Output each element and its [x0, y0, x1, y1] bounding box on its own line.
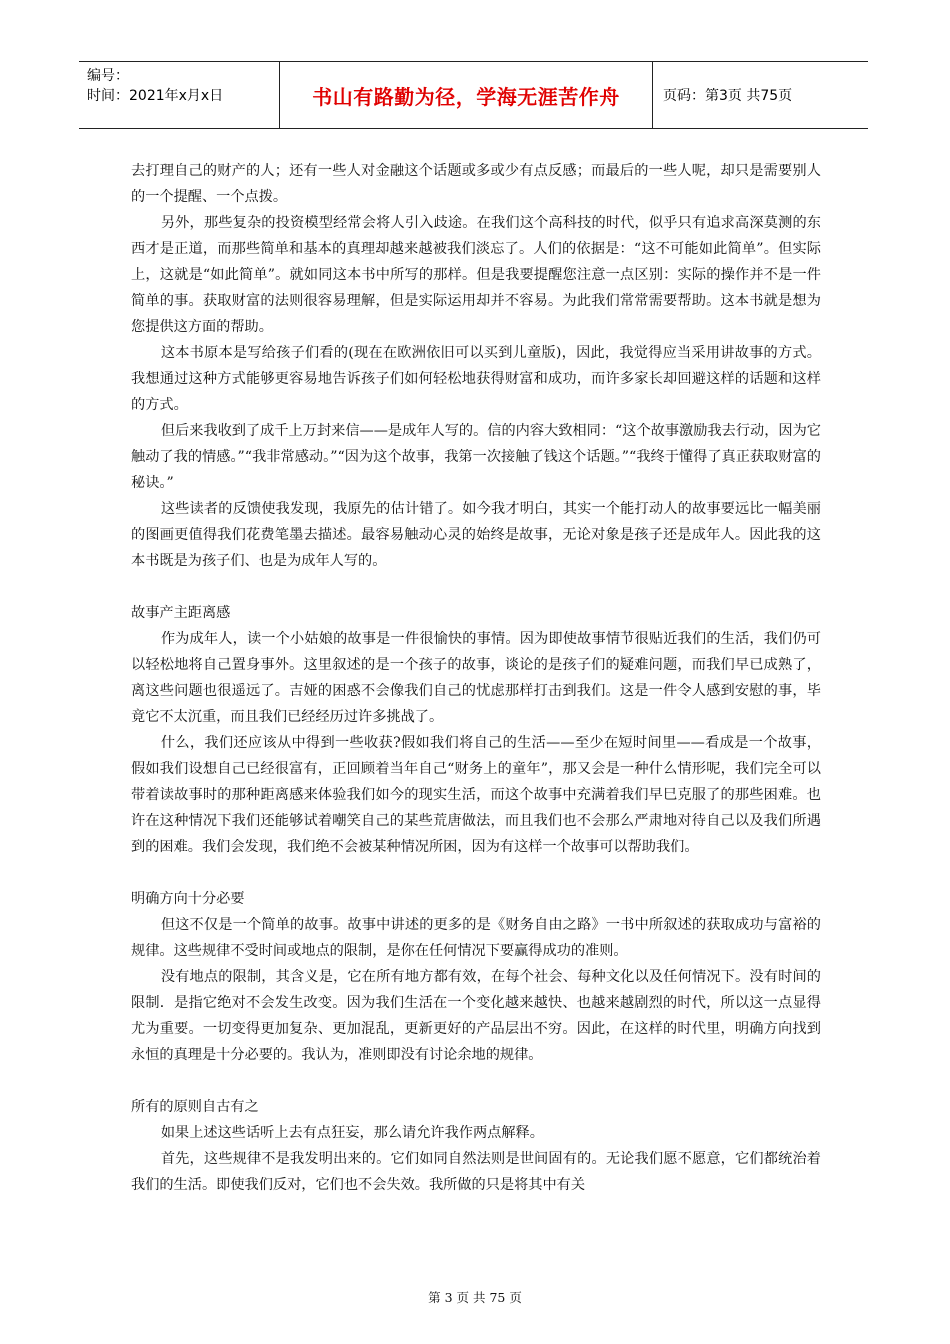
serial-number-label: 编号： — [87, 68, 129, 84]
paragraph: 如果上述这些话听上去有点狂妄，那么请允许我作两点解释。 — [160, 1125, 544, 1141]
paragraph: 什么，我们还应该从中得到一些收获?假如我们将自己的生活——至少在短时间里——看成是一个故事，假如我们设想自己已经很富有，正回顾着当年自己“财务上的童年”，那又会是一种什么情形呢，我们完全可以带着读故事时的那种距离感来体验我们如今的现实生活，而这个故事中充满着我们早巳克服了的那些困难。也许在这种情况下我们还能够试着嘲笑自己的某些荒唐做法，而且我们也不会那么严肃地对待自己以及我们所遇到的困难。我们会发现，我们绝不会被某种情况所困，因为有这样一个故事可以帮助我们。 — [131, 735, 821, 855]
page-footer: 第 3 页 共 75 页 — [428, 1290, 522, 1305]
paragraph: 但这不仅是一个简单的故事。故事中讲述的更多的是《财务自由之路》一书中所叙述的获取成功与富裕的规律。这些规律不受时间或地点的限制，是你在任何情况下要赢得成功的准则。 — [131, 917, 821, 959]
paragraph: 作为成年人，读一个小姑娘的故事是一件很愉快的事情。因为即使故事情节很贴近我们的生活，我们仍可以轻松地将自己置身事外。这里叙述的是一个孩子的故事，谈论的是孩子们的疑难问题，而我们早已成熟了，离这些问题也很遥远了。吉娅的困惑不会像我们自己的忧虑那样打击到我们。这是一件令人感到安慰的事，毕竟它不太沉重，而且我们已经经历过许多挑战了。 — [131, 631, 821, 725]
header-meta-cell — [79, 62, 280, 128]
section-heading: 故事产主距离感 — [131, 605, 231, 621]
section-heading: 明确方向十分必要 — [131, 891, 245, 907]
paragraph: 这本书原本是写给孩子们看的(现在在欧洲依旧可以买到儿童版)，因此，我觉得应当采用讲故事的方式。我想通过这种方式能够更容易地告诉孩子们如何轻松地获得财富和成功，而许多家长却回避这样的话题和这样的方式。 — [131, 345, 821, 413]
paragraph: 去打理自己的财产的人；还有一些人对金融这个话题或多或少有点反感；而最后的一些人呢，却只是需要别人的一个提醒、一个点拨。 — [131, 163, 821, 205]
paragraph: 没有地点的限制，其含义是，它在所有地方都有效，在每个社会、每种文化以及任何情况下。没有时间的限制．是指它绝对不会发生改变。因为我们生活在一个变化越来越快、也越来越剧烈的时代，所以这一点显得尤为重要。一切变得更加复杂、更加混乱，更新更好的产品层出不穷。因此，在这样的时代里，明确方向找到永恒的真理是十分必要的。我认为，准则即没有讨论余地的规律。 — [131, 969, 821, 1063]
header-motto: 书山有路勤为径，学海无涯苦作舟 — [280, 62, 653, 128]
page-header — [79, 61, 868, 129]
section-heading: 所有的原则自古有之 — [131, 1099, 259, 1115]
paragraph: 这些读者的反馈使我发现，我原先的估计错了。如今我才明白，其实一个能打动人的故事要远比一幅美丽的图画更值得我们花费笔墨去描述。最容易触动心灵的始终是故事，无论对象是孩子还是成年人。因此我的这本书既是为孩子们、也是为成年人写的。 — [131, 501, 821, 569]
time-label: 时间：2021年x月x日 — [87, 88, 224, 104]
paragraph: 首先，这些规律不是我发明出来的。它们如同自然法则是世间固有的。无论我们愿不愿意，它们都统治着我们的生活。即使我们反对，它们也不会失效。我所做的只是将其中有关 — [131, 1151, 821, 1193]
document-body — [131, 158, 821, 1198]
paragraph: 但后来我收到了成千上万封来信——是成年人写的。信的内容大致相同：“这个故事激励我去行动，因为它触动了我的情感。”“我非常感动。”“因为这个故事，我第一次接触了钱这个话题。”“我终于懂得了真正获取财富的秘诀。” — [131, 423, 821, 491]
paragraph: 另外，那些复杂的投资模型经常会将人引入歧途。在我们这个高科技的时代，似乎只有追求高深莫测的东西才是正道，而那些简单和基本的真理却越来越被我们淡忘了。人们的依据是：“这不可能如此简单”。但实际上，这就是“如此简单”。就如同这本书中所写的那样。但是我要提醒您注意一点区别：实际的操作并不是一件简单的事。获取财富的法则很容易理解，但是实际运用却并不容易。为此我们常常需要帮助。这本书就是想为您提供这方面的帮助。 — [131, 215, 821, 335]
header-page-info: 页码：第3页 共75页 — [663, 88, 793, 104]
